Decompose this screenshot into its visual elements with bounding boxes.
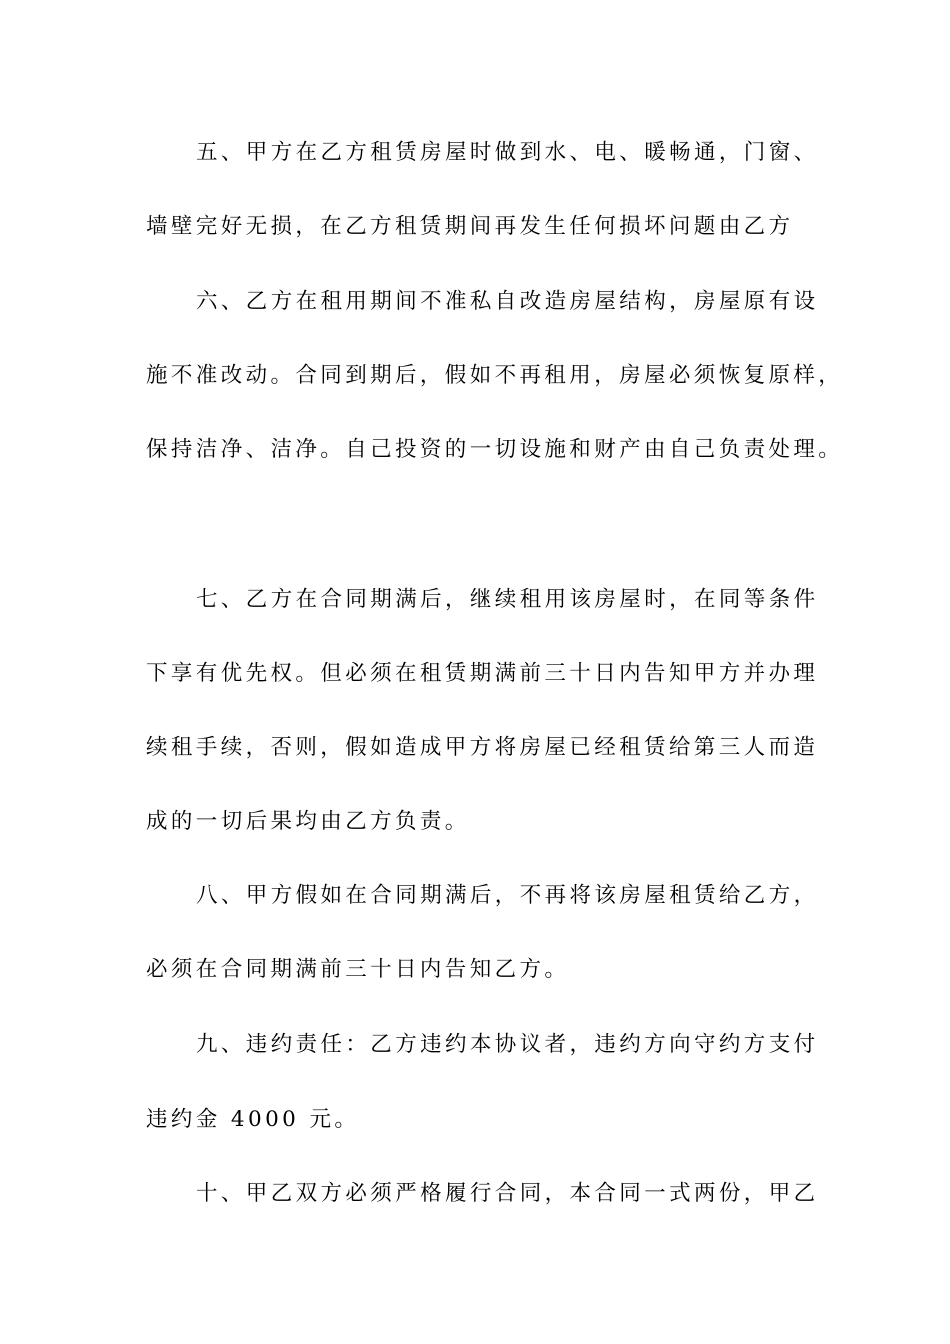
clause-7-line-4: 成的一切后果均由乙方负责。: [146, 809, 470, 834]
clause-6-line-1: 六、乙方在租用期间不准私自改造房屋结构，房屋原有设: [196, 289, 819, 314]
clause-8-line-1: 八、甲方假如在合同期满后，不再将该房屋租赁给乙方，: [196, 883, 819, 908]
clause-9-line-1: 九、违约责任：乙方违约本协议者，违约方向守约方支付: [196, 1032, 819, 1057]
clause-5-line-2: 墙壁完好无损，在乙方租赁期间再发生任何损坏问题由乙方: [146, 214, 794, 239]
clause-7-line-1: 七、乙方在合同期满后，继续租用该房屋时，在同等条件: [196, 587, 819, 612]
clause-9-line-2: 违约金 4000 元。: [146, 1107, 360, 1132]
clause-7-line-3: 续租手续，否则，假如造成甲方将房屋已经租赁给第三人而造: [146, 735, 819, 760]
clause-6-line-2: 施不准改动。合同到期后，假如不再租用，房屋必须恢复原样，: [146, 363, 844, 388]
clause-10-line-1: 十、甲乙双方必须严格履行合同，本合同一式两份，甲乙: [196, 1181, 819, 1206]
clause-5-line-1: 五、甲方在乙方租赁房屋时做到水、电、暖畅通，门窗、: [196, 140, 819, 165]
clause-8-line-2: 必须在合同期满前三十日内告知乙方。: [146, 957, 570, 982]
clause-6-line-3: 保持洁净、洁净。自己投资的一切设施和财产由自己负责处理。: [146, 437, 844, 462]
clause-7-line-2: 下享有优先权。但必须在租赁期满前三十日内告知甲方并办理: [146, 661, 819, 686]
